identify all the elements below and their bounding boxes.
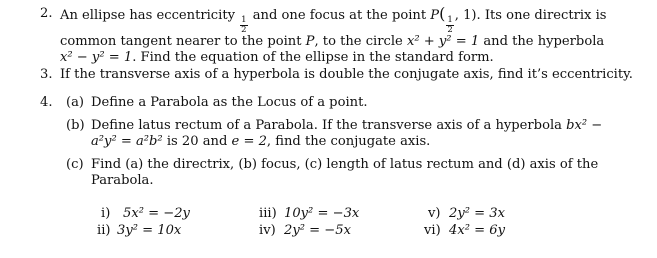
- question-2-line-1: An ellipse has eccentricity $\frac{1}{2}$ and one focus at the point P( $\frac{1}{2}$ , 1). Its one directrix is: [60, 4, 607, 35]
- equation-item: vi) 4x² = 6y: [424, 223, 505, 238]
- circle-equation: x² + y² = 1: [406, 34, 480, 49]
- question-2-body: [60, 6, 650, 66]
- question-number: 4.: [40, 95, 53, 110]
- equation-item: ii) 3y² = 10x: [97, 223, 182, 238]
- part-b-line-2: a²y² = a²b² is 20 and e = 2, find the conjugate axis.: [91, 134, 431, 149]
- question-number: 3.: [40, 67, 53, 82]
- question-2-line-3: x² − y² = 1. Find the equation of the ellipse in the standard form.: [60, 50, 494, 65]
- part-b-line-1: Define latus rectum of a Parabola. If the transverse axis of a hyperbola bx² −: [91, 118, 603, 133]
- equation-item: iv) 2y² = −5x: [259, 223, 351, 238]
- equation-item: v) 2y² = 3x: [428, 206, 505, 221]
- part-c-line-2: Parabola.: [91, 173, 154, 188]
- fraction-one-half: $\frac{1}{2}$: [447, 15, 453, 35]
- hyperbola-equation: x² − y² = 1: [60, 50, 133, 65]
- equation-item: i) 5x² = −2y: [101, 206, 190, 221]
- part-c-line-1: Find (a) the directrix, (b) focus, (c) length of latus rectum and (d) axis of the: [91, 157, 599, 172]
- fraction-one-half: $\frac{1}{2}$: [241, 15, 247, 35]
- question-number: 2.: [40, 6, 53, 21]
- question-2-line-2: common tangent nearer to the point P, to the circle x² + y² = 1 and the hyperbola: [60, 34, 605, 49]
- part-label: (b): [66, 118, 85, 133]
- part-a-text: Define a Parabola as the Locus of a point.: [91, 95, 368, 110]
- part-label: (c): [66, 157, 84, 172]
- question-3-text: If the transverse axis of a hyperbola is double the conjugate axis, find it’s eccentricity.: [60, 67, 633, 82]
- part-label: (a): [66, 95, 85, 110]
- equation-item: iii) 10y² = −3x: [259, 206, 360, 221]
